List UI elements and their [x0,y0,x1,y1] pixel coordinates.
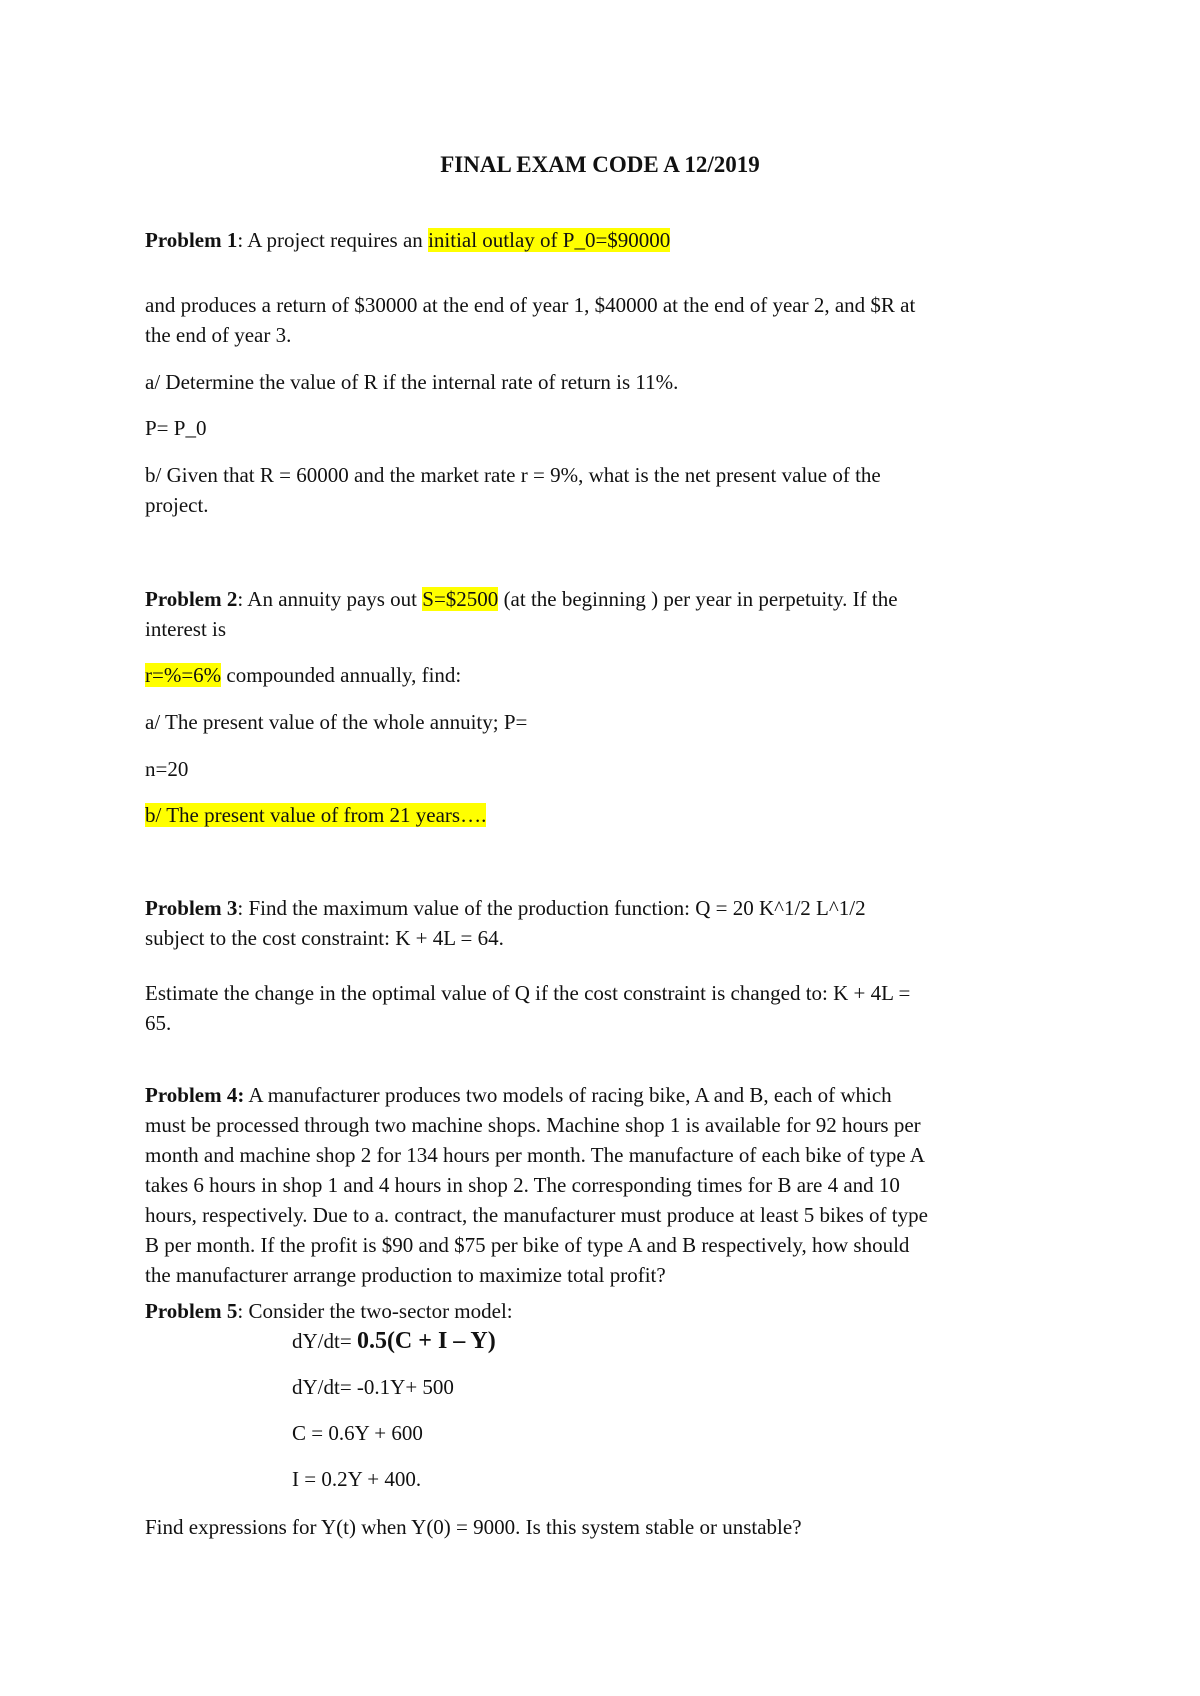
problem2-intro-rest: (at the beginning ) per year in perpetuity. If the [498,587,898,611]
problem5-eq2: dY/dt= -0.1Y+ 500 [292,1375,454,1399]
problem2-note: n=20 [145,757,189,781]
problem1-line3: the end of year 3. [145,323,292,347]
problem3-line1 [145,893,866,923]
problem3-line4: 65. [145,1011,172,1035]
problem2-part-b-highlight: b/ The present value of from 21 years…. [145,803,487,827]
problem3-label: Problem 3 [145,896,238,920]
problem5-intro [145,1296,513,1326]
problem2-label: Problem 2 [145,587,238,611]
problem5-intro-text: : Consider the two-sector model: [237,1299,513,1323]
problem2-intro-text: : An annuity pays out [237,587,423,611]
problem1-line2: and produces a return of $30000 at the end of year 1, $40000 at the end of year 2, and $R at [145,293,916,317]
problem4-line5: hours, respectively. Due to a. contract, the manufacturer must produce at least 5 bikes of type [145,1203,928,1227]
problem5-eq1 [292,1326,496,1356]
problem1-part-a: a/ Determine the value of R if the internal rate of return is 11%. [145,370,679,394]
problem4-line3: month and machine shop 2 for 134 hours per month. The manufacture of each bike of type A [145,1143,925,1167]
problem1-intro-text: : A project requires an [237,228,429,252]
problem1-note: P= P_0 [145,416,207,440]
problem2-highlight: S=$2500 [422,587,499,611]
problem2-rate-highlight: r=%=6% [145,663,222,687]
problem2-intro [145,584,898,614]
problem5-eq1-prefix: dY/dt= [292,1329,357,1353]
problem5-question: Find expressions for Y(t) when Y(0) = 9000. Is this system stable or unstable? [145,1515,802,1539]
problem4-line2: must be processed through two machine shops. Machine shop 1 is available for 92 hours per [145,1113,921,1137]
problem3-line1-text: : Find the maximum value of the production function: Q = 20 K^1/2 L^1/2 [237,896,866,920]
problem4-line6: B per month. If the profit is $90 and $75 per bike of type A and B respectively, how should [145,1233,910,1257]
problem4-line7: the manufacturer arrange production to maximize total profit? [145,1263,666,1287]
problem3-line3: Estimate the change in the optimal value of Q if the cost constraint is changed to: K + 4L = [145,981,911,1005]
problem1-part-b-line1: b/ Given that R = 60000 and the market rate r = 9%, what is the net present value of the [145,463,881,487]
problem1-intro [145,225,670,255]
problem5-eq4: I = 0.2Y + 400. [292,1467,422,1491]
problem4-line1 [145,1080,892,1110]
problem5-eq3: C = 0.6Y + 600 [292,1421,423,1445]
problem4-label: Problem 4: [145,1083,245,1107]
problem1-part-b-line2: project. [145,493,209,517]
problem1-label: Problem 1 [145,228,238,252]
exam-title: FINAL EXAM CODE A 12/2019 [440,152,760,177]
problem3-line2: subject to the cost constraint: K + 4L = 64. [145,926,504,950]
problem2-line2: interest is [145,617,227,641]
problem1-highlight: initial outlay of P_0=$90000 [428,228,671,252]
problem2-part-b [145,800,486,830]
problem2-part-a: a/ The present value of the whole annuity; P= [145,710,528,734]
problem2-rate-rest: compounded annually, find: [221,663,462,687]
problem5-label: Problem 5 [145,1299,238,1323]
problem4-line1-text: A manufacturer produces two models of racing bike, A and B, each of which [244,1083,892,1107]
problem5-eq1-bold: 0.5(C + I – Y) [356,1328,496,1354]
problem4-line4: takes 6 hours in shop 1 and 4 hours in shop 2. The corresponding times for B are 4 and 10 [145,1173,900,1197]
problem2-rate-line [145,660,461,690]
